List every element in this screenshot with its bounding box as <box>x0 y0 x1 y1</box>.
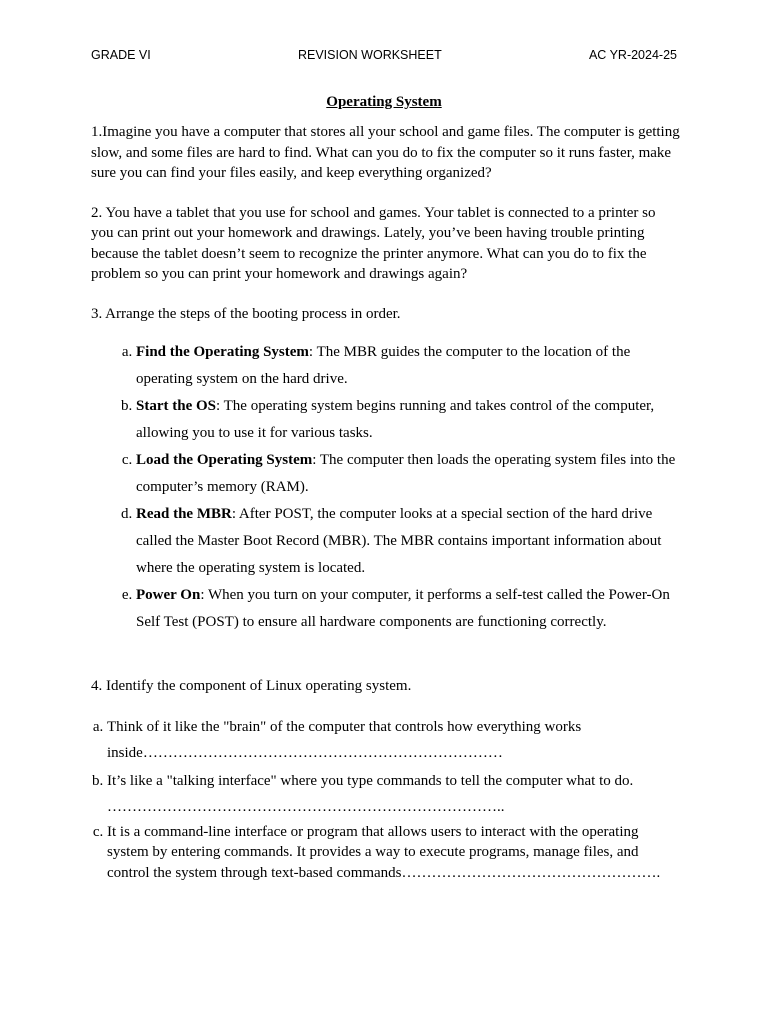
header-academic-year: AC YR-2024-25 <box>588 48 677 62</box>
linux-components-list <box>91 714 681 884</box>
list-item: c. It is a command-line interface or program that allows users to interact with the operating system by entering commands. It provides a way to execute programs, manage files, and control the system through text-based commands……………………………………………. <box>107 822 681 884</box>
list-item <box>136 582 681 636</box>
step-term: Load the Operating System <box>136 452 313 468</box>
step-text: : When you turn on your computer, it performs a self-test called the Power-On Self Test (POST) to ensure all hardware components are functioning correctly. <box>136 587 670 630</box>
list-item <box>136 501 681 582</box>
question-1: 1.Imagine you have a computer that stores all your school and game files. The computer is getting slow, and some files are hard to find. What can you do to fix the computer so it runs faster, make sure you can find your files easily, and keep everything organized? <box>91 124 680 181</box>
step-text: : The computer then loads the operating system files into the computer’s memory (RAM). <box>136 452 676 495</box>
step-term: Power On <box>136 587 201 603</box>
step-text: : The MBR guides the computer to the location of the operating system on the hard drive. <box>136 344 631 387</box>
list-item <box>136 393 681 447</box>
step-text: : The operating system begins running and takes control of the computer, allowing you to use it for various tasks. <box>136 398 655 441</box>
step-term: Start the OS <box>136 398 216 414</box>
header-grade: GRADE VI <box>91 48 151 62</box>
worksheet-body <box>91 122 681 883</box>
step-term: Find the Operating System <box>136 344 309 360</box>
step-text: : After POST, the computer looks at a special section of the hard drive called the Master Boot Record (MBR). The MBR contains important information about where the operating system is located. <box>136 506 662 576</box>
list-item: a. Think of it like the "brain" of the computer that controls how everything works inside……………………………………………………………… <box>107 714 681 766</box>
list-item: b. It’s like a "talking interface" where you type commands to tell the computer what to do. …………………………………………………………………….. <box>107 768 681 820</box>
question-4: 4. Identify the component of Linux operating system. <box>91 678 412 694</box>
step-term: Read the MBR <box>136 506 232 522</box>
page-title: Operating System <box>326 94 442 110</box>
header-worksheet-title: REVISION WORKSHEET <box>297 48 442 62</box>
question-3: 3. Arrange the steps of the booting process in order. <box>91 305 401 322</box>
list-item <box>136 447 681 501</box>
page-header <box>91 48 677 62</box>
question-2: 2. You have a tablet that you use for school and games. Your tablet is connected to a printer so you can print out your homework and drawings. Lately, you’ve been having trouble printing because the tablet doesn’t seem to recognize the printer anymore. What can you do to fix the problem so you can print your homework and drawings again? <box>91 204 656 282</box>
boot-steps-list <box>91 339 681 636</box>
list-item <box>136 339 681 393</box>
